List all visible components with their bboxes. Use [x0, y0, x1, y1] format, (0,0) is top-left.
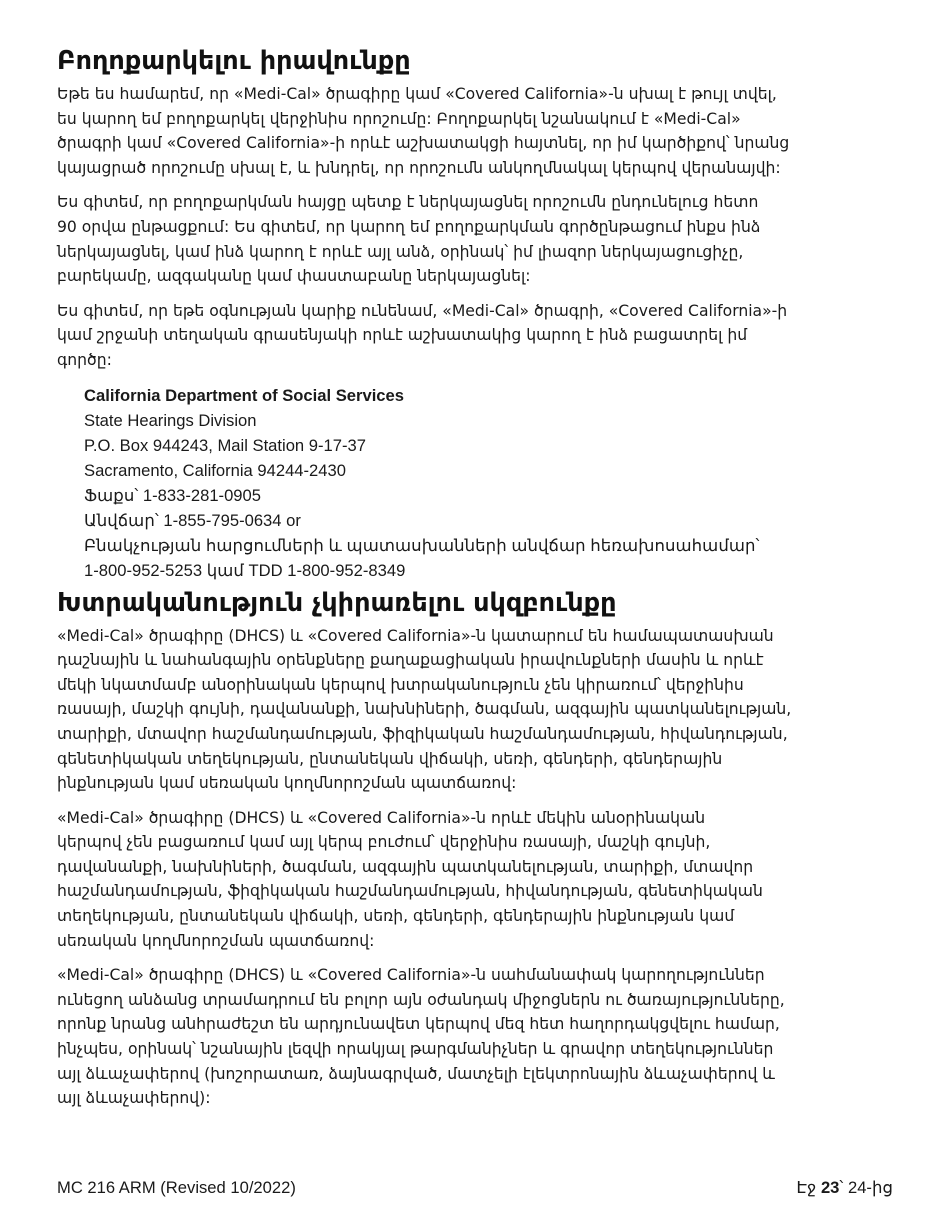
address-free-phone: Անվճար՝ 1-855-795-0634 or	[84, 510, 301, 530]
page-number: 23	[820, 1178, 840, 1197]
address-division: State Hearings Division	[84, 410, 257, 430]
nondiscrimination-paragraph-2: «Medi-Cal» ծրագիրը (DHCS) և «Covered California»-ն որևէ մեկին անօրինական կերպով չեն բացառում կամ այլ կերպ բուժում՝ վերջինիս ռասայի, մաշկի գույնի, դավանանքի, նախնիների, ծագման, ազգային պատկանելության, տարիքի, մտավոր հաշմանդամության, ֆիզիկական հաշմանդամության, հիվանդության, գենետիկական տեղեկության, ընտանեկան վիճակի, սեռի, գենդերի, գենդերային ինքնության կամ սեռական կողմնորոշման պատճառով:	[57, 808, 763, 950]
address-public-inquiry-numbers: 1-800-952-5253 կամ TDD 1-800-952-8349	[84, 560, 406, 580]
appeal-paragraph-3: Ես գիտեմ, որ եթե օգնության կարիք ունենամ, «Medi-Cal» ծրագրի, «Covered California»-ի կամ շրջանի տեղական գրասենյակի որևէ աշխատակից կարող է ինձ բացատրել իմ գործը:	[57, 301, 788, 369]
appeal-paragraph-1: Եթե ես համարեմ, որ «Medi-Cal» ծրագիրը կամ «Covered California»-ն սխալ է թույլ տվել, ես կարող եմ բողոքարկել վերջինիս որոշումը: Բողոքարկել նշանակում է «Medi-Cal» ծրագրի կամ «Covered California»-ի որևէ աշխատակցի հայտնել, որ իմ կարծիքով՝ նրանց կայացրած որոշումը սխալ է, և խնդրել, որ որոշումն անկողմնակալ կերպով վերանայվի:	[57, 85, 790, 177]
address-organization: California Department of Social Services	[84, 385, 404, 405]
form-id: MC 216 ARM (Revised 10/2022)	[57, 1178, 296, 1197]
nondiscrimination-paragraph-1: «Medi-Cal» ծրագիրը (DHCS) և «Covered California»-ն կատարում են համապատասխան դաշնային և նահանգային օրենքները քաղաքացիական իրավունքների մասին և որևէ մեկի նկատմամբ անօրինական կերպով խտրականություն չեն կիրառում՝ վերջինիս ռասայի, մաշկի գույնի, դավանանքի, նախնիների, ծագման, ազգային պատկանելության, տարիքի, մտավոր հաշմանդամության, ֆիզիկական հաշմանդամության, հիվանդության, գենետիկական տեղեկության, ընտանեկան վիճակի, սեռի, գենդերի, գենդերային ինքնության կամ սեռական կողմնորոշման պատճառով:	[57, 626, 792, 793]
page-prefix: Էջ	[796, 1178, 821, 1197]
appeal-paragraph-2: Ես գիտեմ, որ բողոքարկման հայցը պետք է ներկայացնել որոշումն ընդունելուց հետո 90 օրվա ընթացքում: Ես գիտեմ, որ կարող եմ բողոքարկման գործընթացում ինքս ինձ ներկայացնել, կամ ինձ կարող է որևէ այլ անձ, օրինակ՝ իմ լիազոր ներկայացուցիչը, բարեկամը, ազգականը կամ փաստաբանը ներկայացնել:	[57, 193, 761, 286]
appeal-rights-heading: Բողոքարկելու իրավունքը	[57, 46, 411, 76]
document-page	[57, 44, 897, 1121]
address-city: Sacramento, California 94244-2430	[84, 460, 346, 480]
nondiscrimination-paragraph-3: «Medi-Cal» ծրագիրը (DHCS) և «Covered California»-ն սահմանափակ կարողություններ ունեցող անձանց տրամադրում են բոլոր այն օժանդակ միջոցներն ու ծառայությունները, որոնք նրանց անհրաժեշտ են արդյունավետ կերպով մեզ հետ հաղորդակցվելու համար, ինչպես, օրինակ՝ նշանային լեզվի որակյալ թարգմանիչներ և գրավոր տեղեկություններ այլ ձևաչափերով (խոշորատառ, ձայնագրված, մատչելի էլեկտրոնային ձևաչափերով և այլ ձևաչափերով):	[57, 966, 785, 1108]
address-public-inquiry-label: Բնակչության հարցումների և պատասխանների անվճար հեռախոսահամար՝	[84, 535, 760, 555]
nondiscrimination-heading: Խտրականություն չկիրառելու սկզբունքը	[57, 587, 617, 618]
page-suffix: ՝ 24-ից	[839, 1178, 893, 1197]
address-po-box: P.O. Box 944243, Mail Station 9-17-37	[84, 435, 366, 455]
page-indicator	[796, 1178, 893, 1198]
mailing-address-block	[84, 383, 897, 583]
address-fax: Ֆաքս՝ 1-833-281-0905	[84, 485, 261, 505]
page-footer	[57, 1178, 893, 1198]
